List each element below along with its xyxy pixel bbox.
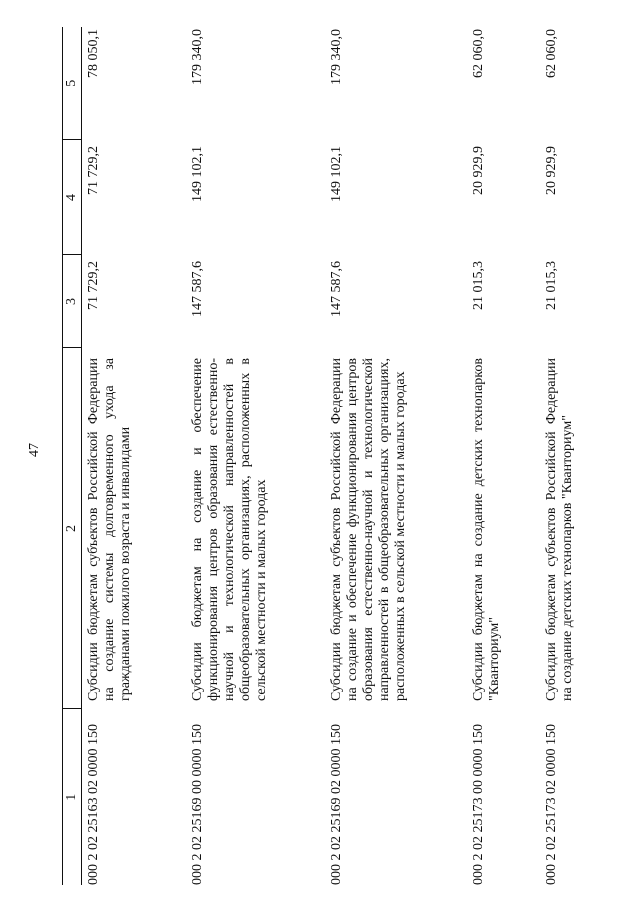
amount-col-4: 71 729,2 <box>86 146 101 195</box>
amount-col-5: 179 340,0 <box>190 29 205 85</box>
page-number: 47 <box>27 443 42 457</box>
header-col-3: 3 <box>63 255 82 348</box>
revenue-name: Субсидии бюджетам субъектов Российской Федерации на создание детских технопарков "Кванториум" <box>544 358 575 701</box>
revenue-code: 000 2 02 25163 02 0000 150 <box>86 724 101 885</box>
amount-col-4: 149 102,1 <box>190 146 205 202</box>
table-row <box>467 27 540 885</box>
table-row <box>540 27 612 885</box>
revenue-name: Субсидии бюджетам субъектов Российской Федерации на создание системы долговременного ухода за гражданами пожилого возраста и инвалидами <box>86 358 133 701</box>
amount-col-3: 21 015,3 <box>471 261 486 310</box>
revenue-name: Субсидии бюджетам на создание детских технопарков "Кванториум" <box>471 358 502 701</box>
amount-col-4: 149 102,1 <box>329 146 344 202</box>
amount-col-3: 147 587,6 <box>190 261 205 317</box>
amount-col-5: 78 050,1 <box>86 29 101 78</box>
table-header-row <box>63 27 82 885</box>
header-col-2: 2 <box>63 348 82 709</box>
revenue-code: 000 2 02 25173 00 0000 150 <box>471 724 486 885</box>
table-row <box>186 27 325 885</box>
revenue-name: Субсидии бюджетам на создание и обеспечение функционирования центров образования естественно-научной и технологической направленностей в общеобразовательных организациях, расположенных в сельской местности и малых городах <box>190 358 269 701</box>
amount-col-4: 20 929,9 <box>471 146 486 195</box>
amount-col-5: 62 060,0 <box>471 29 486 78</box>
amount-col-3: 21 015,3 <box>544 261 559 310</box>
table-row <box>82 27 187 885</box>
amount-col-5: 62 060,0 <box>544 29 559 78</box>
revenue-code: 000 2 02 25169 02 0000 150 <box>329 724 344 885</box>
budget-table <box>62 27 612 885</box>
amount-col-3: 71 729,2 <box>86 261 101 310</box>
budget-table-container <box>62 27 575 885</box>
header-col-1: 1 <box>63 709 82 885</box>
header-col-4: 4 <box>63 140 82 255</box>
revenue-name: Субсидии бюджетам субъектов Российской Федерации на создание и обеспечение функционирования центров образования естественно-научной и технологической направленностей в общеобразовательных организациях, расположенных в сельской местности и малых городах <box>329 358 408 701</box>
amount-col-5: 179 340,0 <box>329 29 344 85</box>
amount-col-4: 20 929,9 <box>544 146 559 195</box>
header-col-5: 5 <box>63 27 82 140</box>
revenue-code: 000 2 02 25173 02 0000 150 <box>544 724 559 885</box>
revenue-code: 000 2 02 25169 00 0000 150 <box>190 724 205 885</box>
amount-col-3: 147 587,6 <box>329 261 344 317</box>
table-row <box>325 27 467 885</box>
